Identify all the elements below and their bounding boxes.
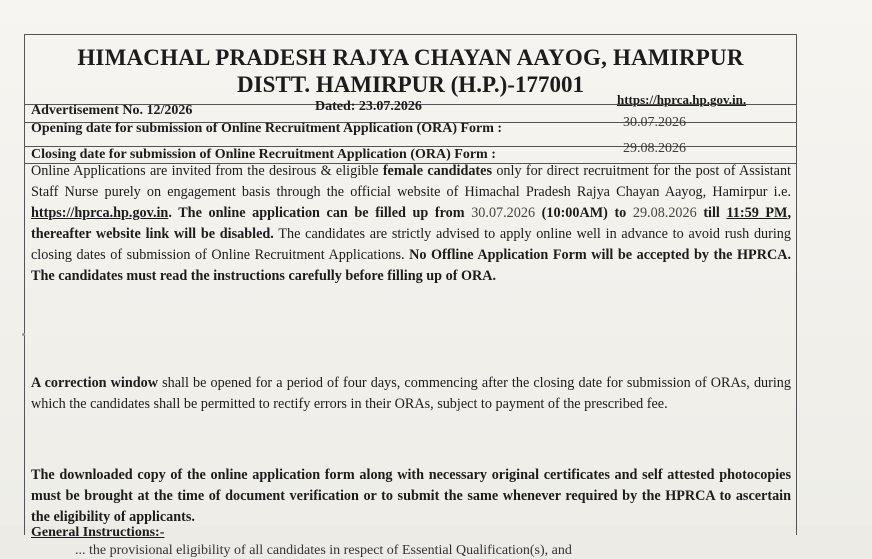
closing-date-label: Closing date for submission of Online Recruitment Application (ORA) Form : bbox=[31, 147, 496, 162]
female-candidates-text: female candidates bbox=[382, 163, 492, 179]
opening-date-value: 30.07.2026 bbox=[623, 115, 686, 130]
closing-time-text: 11:59 PM bbox=[726, 205, 788, 221]
correction-details-text: shall be opened for a period of four days, commencing after the closing date for submission of ORAs, during which the candidates shall be permitted to rectify errors in their ORAs, subject to payment of the prescribed fee. bbox=[31, 375, 791, 412]
correction-paragraph bbox=[31, 373, 791, 415]
website-link[interactable]: https://hprca.hp.gov.in. bbox=[617, 92, 747, 107]
filled-from-text: . The online application can be filled up from bbox=[168, 205, 465, 221]
intro-text: Online Applications are invited from the desirous & eligible bbox=[31, 163, 383, 179]
from-date-text: 30.07.2026 bbox=[464, 205, 542, 221]
opening-date-label: Opening date for submission of Online Recruitment Application (ORA) Form : bbox=[31, 121, 503, 136]
no-offline-text: No Offline Application Form will be accepted by the HPRCA. The candidates must read the instructions carefully before filling up of ORA. bbox=[31, 247, 791, 284]
intro-text-post: only for direct recruitment for the post of Assistant Staff Nurse purely on engagement basis through the official website of Himachal Pradesh Rajya Chayan Aayog, Hamirpur i.e. bbox=[31, 163, 791, 200]
advertisement-number: Advertisement No. 12/2026 bbox=[31, 103, 193, 118]
intro-website-link[interactable]: https://hprca.hp.gov.in bbox=[31, 205, 169, 221]
closing-date-value: 29.08.2026 bbox=[623, 141, 686, 156]
header-title-line2: DISTT. HAMIRPUR (H.P.)-177001 bbox=[237, 72, 584, 97]
from-time-text: (10:00AM) to bbox=[541, 205, 627, 221]
intro-paragraph bbox=[31, 161, 791, 287]
notice-frame bbox=[24, 34, 797, 558]
link-disabled-text: , thereafter website link will be disabled. bbox=[31, 205, 791, 242]
correction-window-text: A correction window bbox=[31, 375, 158, 391]
advertisement-date: Dated: 23.07.2026 bbox=[315, 99, 422, 114]
document-verification-paragraph: The downloaded copy of the online application form along with necessary original certificates and self attested photocopies must be brought at the time of document verification or to submit the same whenever required by the HPRCA to ascertain the eligibility of applicants. bbox=[31, 467, 791, 525]
advice-text: The candidates are strictly advised to apply online well in advance to avoid rush during closing dates of submission of Online Recruitment Applications. bbox=[31, 226, 791, 263]
general-instructions-partial: ... the provisional eligibility of all candidates in respect of Essential Qualification(s), and bbox=[75, 543, 572, 558]
to-date-text: 29.08.2026 bbox=[626, 205, 704, 221]
speck-mark bbox=[22, 333, 25, 336]
till-text: till bbox=[703, 205, 727, 221]
header-title-line1: HIMACHAL PRADESH RAJYA CHAYAN AAYOG, HAMIRPUR bbox=[77, 45, 744, 70]
general-instructions-heading: General Instructions:- bbox=[31, 525, 165, 540]
